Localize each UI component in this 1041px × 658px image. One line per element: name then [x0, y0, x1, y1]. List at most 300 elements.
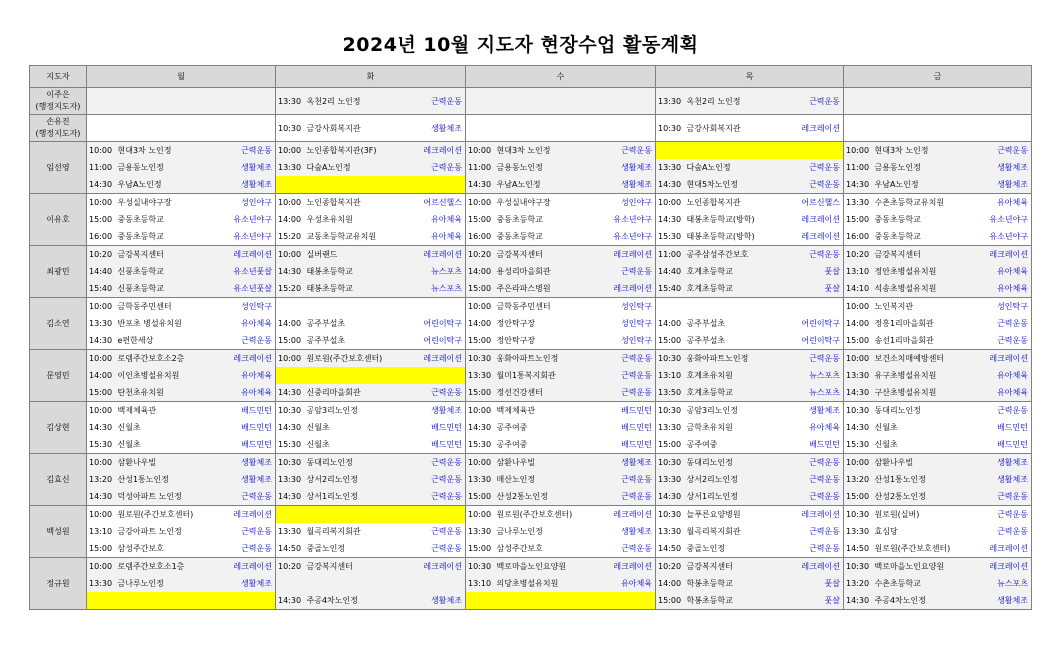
table-row — [30, 402, 1032, 420]
mon-time: 14:40 — [87, 263, 116, 280]
mon-place: 백제체육관 — [116, 402, 224, 420]
fri-time: 13:20 — [844, 471, 873, 488]
mon-program: 레크레이션 — [224, 506, 276, 524]
thu-place: 호계초유치원 — [685, 367, 792, 384]
tue-program: 근력운동 — [414, 454, 466, 472]
fri-time: 10:00 — [844, 142, 873, 160]
fri-place: 원로원(주간보호센터) — [873, 540, 980, 558]
thu-program: 레크레이션 — [792, 115, 844, 142]
tue-place: 태봉초등학교 — [305, 280, 414, 298]
table-row — [30, 592, 1032, 610]
mon-place: 반포초 병설유치원 — [116, 315, 224, 332]
thu-time: 10:30 — [656, 506, 685, 524]
wed-time: 15:00 — [466, 384, 495, 402]
thu-program: 근력운동 — [792, 471, 844, 488]
mon-place: 신풍초등학교 — [116, 263, 224, 280]
thu-time: 13:30 — [656, 471, 685, 488]
thu-time: 15:40 — [656, 280, 685, 298]
leader-name — [30, 246, 87, 298]
tue-place: 주공4차노인정 — [305, 592, 414, 610]
wed-time: 15:00 — [466, 488, 495, 506]
tue-highlight-cell — [276, 367, 466, 384]
mon-program: 유소년풋살 — [224, 263, 276, 280]
wed-place: 매산노인정 — [495, 471, 604, 488]
tue-time: 15:20 — [276, 228, 305, 246]
mon-program: 유아체육 — [224, 384, 276, 402]
mon-program: 유아체육 — [224, 367, 276, 384]
thu-place: 금강사회복지관 — [685, 115, 792, 142]
fri-time: 10:30 — [844, 402, 873, 420]
wed-time: 13:30 — [466, 367, 495, 384]
mon-program: 생활체조 — [224, 575, 276, 592]
mon-place: 중동초등학교 — [116, 211, 224, 228]
fri-time: 15:00 — [844, 211, 873, 228]
leader-name — [30, 506, 87, 558]
mon-time: 10:00 — [87, 558, 116, 576]
thu-program: 생활체조 — [792, 402, 844, 420]
thu-place: 호계초등학교 — [685, 263, 792, 280]
mon-program: 유소년야구 — [224, 228, 276, 246]
thu-time: 15:30 — [656, 228, 685, 246]
fri-place: 동대리노인정 — [873, 402, 980, 420]
thu-place: 웅화아파트노인정 — [685, 350, 792, 368]
tue-program: 근력운동 — [414, 159, 466, 176]
wed-place: 공주여중 — [495, 419, 604, 436]
thu-time: 14:40 — [656, 263, 685, 280]
mon-program: 성인야구 — [224, 194, 276, 212]
mon-program: 배드민턴 — [224, 436, 276, 454]
mon-place: 금나루노인정 — [116, 575, 224, 592]
leader-name-line: 이유호 — [46, 215, 70, 224]
thu-place: 호계초등학교 — [685, 280, 792, 298]
tue-time: 10:00 — [276, 246, 305, 264]
wed-place: 현대3차 노인정 — [495, 142, 604, 160]
wed-place: 금학동주민센터 — [495, 298, 604, 316]
fri-time: 10:20 — [844, 246, 873, 264]
fri-place: 석송초병설유치원 — [873, 280, 980, 298]
fri-program: 레크레이션 — [980, 540, 1032, 558]
wed-time: 14:30 — [466, 419, 495, 436]
thu-place: 학봉초등학교 — [685, 575, 792, 592]
wed-program: 생활체조 — [604, 454, 656, 472]
mon-program: 배드민턴 — [224, 419, 276, 436]
table-row — [30, 211, 1032, 228]
thu-place: 공암3리노인정 — [685, 402, 792, 420]
thu-program: 근력운동 — [792, 523, 844, 540]
mon-time: 15:30 — [87, 436, 116, 454]
fri-place: 삼환나우빌 — [873, 454, 980, 472]
tue-program: 레크레이션 — [414, 246, 466, 264]
leader-name — [30, 194, 87, 246]
wed-time: 14:30 — [466, 176, 495, 194]
fri-time: 13:30 — [844, 367, 873, 384]
schedule-body — [30, 88, 1032, 610]
wed-program: 근력운동 — [604, 384, 656, 402]
tue-program: 뉴스포츠 — [414, 280, 466, 298]
thu-program: 근력운동 — [792, 488, 844, 506]
table-row — [30, 194, 1032, 212]
fri-empty-cell — [844, 88, 1032, 115]
leader-name-line: 김상현 — [46, 423, 70, 432]
tue-program: 배드민턴 — [414, 419, 466, 436]
table-row — [30, 384, 1032, 402]
thu-place: 공주삼성주간보호 — [685, 246, 792, 264]
wed-time: 15:30 — [466, 436, 495, 454]
tue-place: 중골노인정 — [305, 540, 414, 558]
tue-time: 13:30 — [276, 523, 305, 540]
fri-program: 유아체육 — [980, 384, 1032, 402]
table-row — [30, 246, 1032, 264]
fri-time: 13:20 — [844, 575, 873, 592]
table-row — [30, 315, 1032, 332]
wed-place: 백로마을노인요양원 — [495, 558, 604, 576]
header-row — [30, 66, 1032, 88]
tue-place: 교동초등학교유치원 — [305, 228, 414, 246]
table-row — [30, 419, 1032, 436]
leader-name-line: 정규원 — [46, 579, 70, 588]
thu-program: 근력운동 — [792, 159, 844, 176]
fri-place: 원로원(실버) — [873, 506, 980, 524]
thu-highlight-cell — [656, 142, 844, 160]
fri-time: 10:30 — [844, 558, 873, 576]
thu-time: 10:30 — [656, 350, 685, 368]
wed-time: 15:00 — [466, 211, 495, 228]
wed-place: 삼환나우빌 — [495, 454, 604, 472]
fri-place: 산성2통노인정 — [873, 488, 980, 506]
thu-time: 14:30 — [656, 488, 685, 506]
wed-place: 중동초등학교 — [495, 211, 604, 228]
tue-program: 근력운동 — [414, 488, 466, 506]
wed-program: 성인탁구 — [604, 315, 656, 332]
mon-place: 신월초 — [116, 419, 224, 436]
mon-time: 13:30 — [87, 575, 116, 592]
mon-place: 덕성아파트 노인정 — [116, 488, 224, 506]
tue-place: 신월초 — [305, 419, 414, 436]
wed-place: 금강복지센터 — [495, 246, 604, 264]
thu-program: 풋살 — [792, 575, 844, 592]
header-fri: 금 — [844, 66, 1032, 88]
wed-program: 성인탁구 — [604, 298, 656, 316]
thu-time: 13:30 — [656, 88, 685, 115]
thu-time: 10:30 — [656, 115, 685, 142]
mon-place: 산성1통노인정 — [116, 471, 224, 488]
wed-program: 레크레이션 — [604, 280, 656, 298]
fri-place: 정안초병설유치원 — [873, 263, 980, 280]
thu-place: 중골노인정 — [685, 540, 792, 558]
tue-time: 15:20 — [276, 280, 305, 298]
mon-time: 14:30 — [87, 176, 116, 194]
wed-program: 배드민턴 — [604, 419, 656, 436]
tue-place: 다숲A노인정 — [305, 159, 414, 176]
thu-program: 뉴스포츠 — [792, 384, 844, 402]
fri-place: 유구초병설유치원 — [873, 367, 980, 384]
wed-time: 14:00 — [466, 315, 495, 332]
fri-program: 근력운동 — [980, 523, 1032, 540]
thu-place: 노인종합복지관 — [685, 194, 792, 212]
mon-program: 레크레이션 — [224, 246, 276, 264]
tue-time: 14:30 — [276, 592, 305, 610]
mon-empty-cell — [87, 88, 276, 115]
mon-program: 생활체조 — [224, 454, 276, 472]
wed-place: 웅화아파트노인정 — [495, 350, 604, 368]
fri-time: 14:50 — [844, 540, 873, 558]
wed-program: 근력운동 — [604, 540, 656, 558]
leader-name — [30, 350, 87, 402]
mon-time: 14:30 — [87, 419, 116, 436]
mon-time: 11:00 — [87, 159, 116, 176]
mon-program: 성인탁구 — [224, 298, 276, 316]
tue-program: 레크레이션 — [414, 142, 466, 160]
fri-time: 15:00 — [844, 488, 873, 506]
tue-place: 공암3리노인정 — [305, 402, 414, 420]
leader-name — [30, 88, 87, 115]
header-tue: 화 — [276, 66, 466, 88]
tue-program: 배드민턴 — [414, 436, 466, 454]
thu-program: 근력운동 — [792, 246, 844, 264]
mon-time: 15:00 — [87, 540, 116, 558]
page-title: 2024년 10월 지도자 현장수업 활동계획 — [342, 34, 699, 56]
wed-program: 근력운동 — [604, 142, 656, 160]
tue-place: 동대리노인정 — [305, 454, 414, 472]
table-row — [30, 471, 1032, 488]
tue-time: 10:00 — [276, 194, 305, 212]
fri-place: 금강복지센터 — [873, 246, 980, 264]
tue-place: 노인종합복지관 — [305, 194, 414, 212]
mon-program: 근력운동 — [224, 540, 276, 558]
wed-place: 정안탁구장 — [495, 332, 604, 350]
wed-time: 10:00 — [466, 298, 495, 316]
wed-time: 10:30 — [466, 350, 495, 368]
wed-place: 용성리마을회관 — [495, 263, 604, 280]
mon-place: 중동초등학교 — [116, 228, 224, 246]
leader-name-line: 김효신 — [46, 475, 70, 484]
thu-time: 11:00 — [656, 246, 685, 264]
mon-program: 레크레이션 — [224, 350, 276, 368]
mon-program: 근력운동 — [224, 488, 276, 506]
wed-program: 유소년야구 — [604, 211, 656, 228]
thu-program: 근력운동 — [792, 454, 844, 472]
leader-name-line: 백성원 — [46, 527, 70, 536]
leader-name-line: 최광민 — [46, 267, 70, 276]
wed-program: 생활체조 — [604, 523, 656, 540]
fri-program: 성인탁구 — [980, 298, 1032, 316]
fri-time: 13:10 — [844, 263, 873, 280]
thu-place: 금학초유치원 — [685, 419, 792, 436]
thu-time: 14:50 — [656, 540, 685, 558]
wed-program: 생활체조 — [604, 176, 656, 194]
fri-time: 11:00 — [844, 159, 873, 176]
fri-time: 14:10 — [844, 280, 873, 298]
fri-time: 10:00 — [844, 298, 873, 316]
leader-name — [30, 298, 87, 350]
fri-time: 13:30 — [844, 194, 873, 212]
table-row — [30, 228, 1032, 246]
table-row — [30, 575, 1032, 592]
wed-place: 금용동노인정 — [495, 159, 604, 176]
fri-place: 현대3차 노인정 — [873, 142, 980, 160]
leader-name — [30, 558, 87, 610]
mon-time: 14:30 — [87, 488, 116, 506]
wed-time: 15:00 — [466, 540, 495, 558]
wed-program: 근력운동 — [604, 263, 656, 280]
wed-place: 정선건강센터 — [495, 384, 604, 402]
fri-program: 유소년야구 — [980, 228, 1032, 246]
tue-time: 14:30 — [276, 263, 305, 280]
tue-place: 실버랜드 — [305, 246, 414, 264]
wed-time: 10:20 — [466, 246, 495, 264]
fri-time: 13:30 — [844, 523, 873, 540]
thu-time: 15:00 — [656, 592, 685, 610]
thu-place: 공주여중 — [685, 436, 792, 454]
leader-name — [30, 454, 87, 506]
fri-place: 수촌초등학교유치원 — [873, 194, 980, 212]
fri-time: 10:00 — [844, 454, 873, 472]
fri-place: 신월초 — [873, 419, 980, 436]
fri-program: 유소년야구 — [980, 211, 1032, 228]
fri-place: 중동초등학교 — [873, 228, 980, 246]
mon-program: 유아체육 — [224, 315, 276, 332]
fri-program: 유아체육 — [980, 367, 1032, 384]
mon-time: 10:00 — [87, 506, 116, 524]
mon-time: 13:20 — [87, 471, 116, 488]
tue-program: 근력운동 — [414, 471, 466, 488]
mon-program: 근력운동 — [224, 332, 276, 350]
tue-program: 어르신헬스 — [414, 194, 466, 212]
fri-place: 산성1통노인정 — [873, 471, 980, 488]
tue-time: 13:30 — [276, 88, 305, 115]
tue-time: 15:00 — [276, 332, 305, 350]
thu-place: 공주부설초 — [685, 315, 792, 332]
fri-program: 근력운동 — [980, 332, 1032, 350]
mon-time: 15:00 — [87, 211, 116, 228]
tue-place: 상서2리노인정 — [305, 471, 414, 488]
fri-program: 생활체조 — [980, 159, 1032, 176]
mon-place: 금용동노인정 — [116, 159, 224, 176]
leader-name-line: 문영민 — [46, 371, 70, 380]
wed-place: 공주여중 — [495, 436, 604, 454]
fri-program: 레크레이션 — [980, 558, 1032, 576]
wed-program: 성인탁구 — [604, 332, 656, 350]
leader-name-line: 손유진 — [46, 117, 70, 126]
table-row — [30, 350, 1032, 368]
wed-time: 13:10 — [466, 575, 495, 592]
mon-program: 배드민턴 — [224, 402, 276, 420]
tue-time: 10:30 — [276, 115, 305, 142]
tue-highlight-cell — [276, 176, 466, 194]
wed-time: 10:00 — [466, 506, 495, 524]
tue-place: 원로원(주간보호센터) — [305, 350, 414, 368]
thu-program: 근력운동 — [792, 350, 844, 368]
mon-place: 우남A노인정 — [116, 176, 224, 194]
tue-place: 노인종합복지관(3F) — [305, 142, 414, 160]
thu-time: 13:30 — [656, 419, 685, 436]
fri-place: 효심당 — [873, 523, 980, 540]
thu-place: 태봉초등학교(방학) — [685, 211, 792, 228]
tue-program: 근력운동 — [414, 384, 466, 402]
tue-place: 옥천2리 노인정 — [305, 88, 414, 115]
mon-time: 10:00 — [87, 194, 116, 212]
wed-program: 성인야구 — [604, 194, 656, 212]
fri-program: 배드민턴 — [980, 419, 1032, 436]
tue-program: 유아체육 — [414, 211, 466, 228]
header-leader: 지도자 — [30, 66, 87, 88]
tue-time: 10:20 — [276, 558, 305, 576]
fri-place: 구산초병설유치원 — [873, 384, 980, 402]
mon-time: 10:00 — [87, 142, 116, 160]
thu-place: 동대리노인정 — [685, 454, 792, 472]
tue-program: 어린이탁구 — [414, 315, 466, 332]
tue-program: 레크레이션 — [414, 350, 466, 368]
wed-program: 유아체육 — [604, 575, 656, 592]
fri-time: 14:30 — [844, 419, 873, 436]
mon-place: 로뎀주간보호소2층 — [116, 350, 224, 368]
thu-time: 10:00 — [656, 194, 685, 212]
leader-name-line: 김소연 — [46, 319, 70, 328]
mon-program: 생활체조 — [224, 176, 276, 194]
wed-time: 10:00 — [466, 142, 495, 160]
leader-name — [30, 115, 87, 142]
leader-name-line: (행정지도자) — [35, 102, 81, 111]
thu-time: 13:10 — [656, 367, 685, 384]
tue-place: 금강복지센터 — [305, 558, 414, 576]
thu-program: 어린이탁구 — [792, 315, 844, 332]
tue-program: 유아체육 — [414, 228, 466, 246]
mon-time: 10:00 — [87, 402, 116, 420]
thu-place: 현대5차노인정 — [685, 176, 792, 194]
mon-place: e편한세상 — [116, 332, 224, 350]
wed-program: 근력운동 — [604, 471, 656, 488]
thu-program: 근력운동 — [792, 176, 844, 194]
fri-place: 정흥1리마을회관 — [873, 315, 980, 332]
tue-time: 14:30 — [276, 419, 305, 436]
fri-time: 14:00 — [844, 315, 873, 332]
thu-program: 배드민턴 — [792, 436, 844, 454]
mon-time: 16:00 — [87, 228, 116, 246]
mon-program: 생활체조 — [224, 471, 276, 488]
fri-place: 백로마을노인요양원 — [873, 558, 980, 576]
wed-place: 의당초병설유치원 — [495, 575, 604, 592]
mon-place: 금강아파트 노인정 — [116, 523, 224, 540]
mon-place: 금학동주민센터 — [116, 298, 224, 316]
wed-time: 10:30 — [466, 558, 495, 576]
mon-time: 10:00 — [87, 454, 116, 472]
wed-time: 13:30 — [466, 523, 495, 540]
tue-program: 근력운동 — [414, 88, 466, 115]
wed-time: 10:00 — [466, 454, 495, 472]
fri-place: 주공4차노인정 — [873, 592, 980, 610]
fri-program: 레크레이션 — [980, 246, 1032, 264]
thu-program: 유아체육 — [792, 419, 844, 436]
thu-program: 근력운동 — [792, 88, 844, 115]
mon-place: 신월초 — [116, 436, 224, 454]
thu-time: 10:30 — [656, 454, 685, 472]
tue-program: 생활체조 — [414, 402, 466, 420]
fri-program: 근력운동 — [980, 142, 1032, 160]
thu-time: 10:20 — [656, 558, 685, 576]
thu-place: 다숲A노인정 — [685, 159, 792, 176]
thu-time: 14:30 — [656, 176, 685, 194]
thu-place: 태봉초등학교(방학) — [685, 228, 792, 246]
tue-time: 14:00 — [276, 211, 305, 228]
wed-place: 중동초등학교 — [495, 228, 604, 246]
table-row — [30, 558, 1032, 576]
tue-place: 공주부설초 — [305, 315, 414, 332]
table-row — [30, 367, 1032, 384]
header-thu: 목 — [656, 66, 844, 88]
table-row — [30, 298, 1032, 316]
thu-program: 풋살 — [792, 263, 844, 280]
thu-time: 14:30 — [656, 211, 685, 228]
